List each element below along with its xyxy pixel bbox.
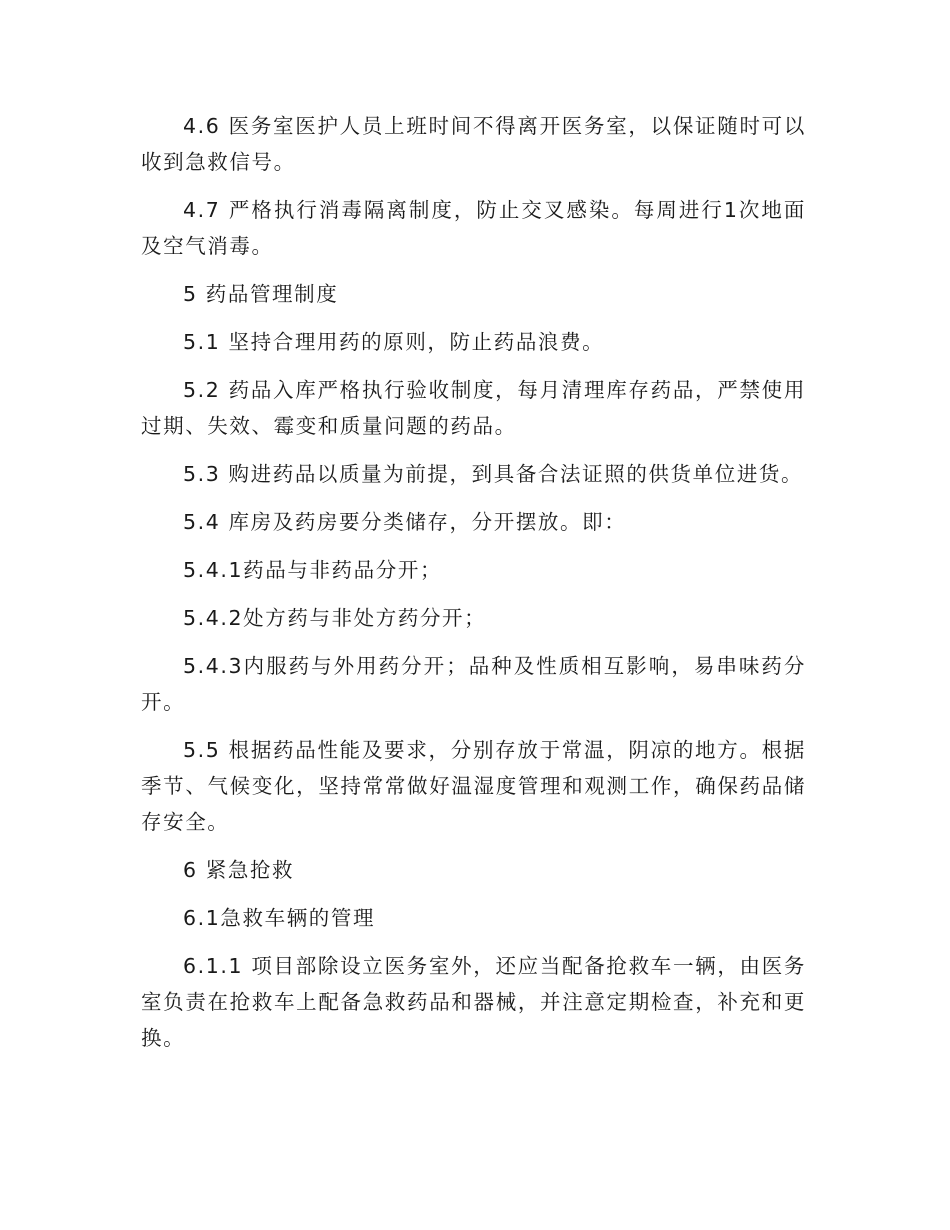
heading-6-emergency-rescue: 6 紧急抢救	[183, 858, 295, 882]
paragraph-4-6: 4.6 医务室医护人员上班时间不得离开医务室，以保证随时可以收到急救信号。	[141, 114, 806, 174]
heading-5-drug-management: 5 药品管理制度	[183, 282, 339, 306]
paragraph-4-7: 4.7 严格执行消毒隔离制度，防止交叉感染。每周进行1次地面及空气消毒。	[141, 198, 806, 258]
paragraph-5-4-1: 5.4.1药品与非药品分开；	[183, 558, 443, 582]
document-body	[141, 108, 806, 1068]
paragraph-5-4-3: 5.4.3内服药与外用药分开；品种及性质相互影响，易串味药分开。	[141, 654, 806, 714]
paragraph-6-1-1: 6.1.1 项目部除设立医务室外，还应当配备抢救车一辆，由医务室负责在抢救车上配备急救药品和器械，并注意定期检查，补充和更换。	[141, 954, 806, 1050]
paragraph-5-2: 5.2 药品入库严格执行验收制度，每月清理库存药品，严禁使用过期、失效、霉变和质量问题的药品。	[141, 378, 806, 438]
paragraph-5-1: 5.1 坚持合理用药的原则，防止药品浪费。	[183, 330, 605, 354]
paragraph-5-5: 5.5 根据药品性能及要求，分别存放于常温，阴凉的地方。根据季节、气候变化，坚持常常做好温湿度管理和观测工作，确保药品储存安全。	[141, 738, 806, 834]
paragraph-5-4-2: 5.4.2处方药与非处方药分开；	[183, 606, 487, 630]
paragraph-5-3: 5.3 购进药品以质量为前提，到具备合法证照的供货单位进货。	[183, 462, 804, 486]
heading-6-1-vehicle-management: 6.1急救车辆的管理	[183, 906, 376, 930]
paragraph-5-4: 5.4 库房及药房要分类储存，分开摆放。即：	[183, 510, 627, 534]
